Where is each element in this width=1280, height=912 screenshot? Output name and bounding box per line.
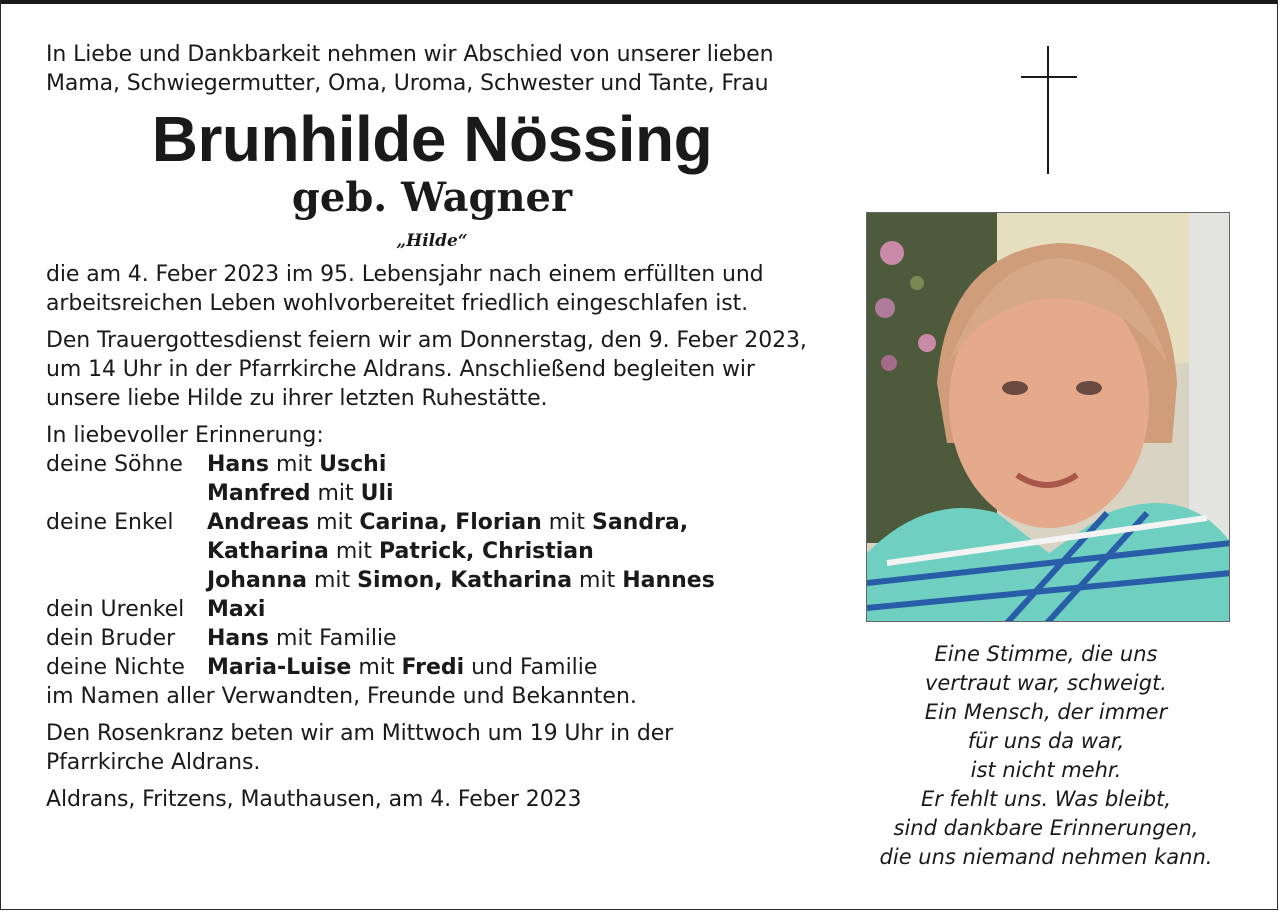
poem-line: ist nicht mehr. [970,758,1122,782]
service-line: unsere liebe Hilde zu ihrer letzten Ruhestätte. [46,386,548,411]
person-name: Manfred [207,481,311,506]
person-name: Johanna [207,568,307,593]
mourners-heading: In liebevoller Erinnerung: [46,423,324,448]
relation-label: deine Söhne [46,452,183,477]
person-name: Carina, Florian [359,510,542,535]
death-notice [46,260,836,318]
poem-line: vertraut war, schweigt. [924,671,1167,695]
rosary-line: Den Rosenkranz beten wir am Mittwoch um 19 Uhr in der [46,721,674,746]
connector: mit Familie [269,626,397,651]
person-name: Sandra, [591,510,689,535]
list-item [46,537,836,566]
notice-text [46,40,836,814]
list-item [46,595,836,624]
deceased-name: Brunhilde Nössing [151,103,713,175]
death-notice-line: die am 4. Feber 2023 im 95. Lebensjahr nach einem erfüllten und [46,262,764,287]
connector: mit [310,481,361,506]
poem-line: Ein Mensch, der immer [924,700,1168,724]
list-item [46,624,836,653]
connector: mit [306,568,358,593]
person-name: Hannes [622,568,715,593]
person-name: Hans [207,452,270,477]
portrait-photo [866,212,1230,622]
cross-icon [1021,46,1077,174]
person-name: Hans [207,626,270,651]
connector: und Familie [464,655,598,680]
relation-label: dein Urenkel [46,597,185,622]
person-name: Fredi [401,655,465,680]
connector: mit [572,568,623,593]
place-date: Aldrans, Fritzens, Mauthausen, am 4. Feber 2023 [46,787,582,812]
list-item [46,450,836,479]
rosary-line: Pfarrkirche Aldrans. [46,750,261,775]
list-item [46,479,836,508]
person-name: Andreas [207,510,310,535]
relation-label: dein Bruder [46,626,176,651]
death-notice-line: arbeitsreichen Leben wohlvorbereitet friedlich eingeschlafen ist. [46,291,749,316]
birth-name: geb. Wagner [291,174,573,221]
person-name: Maxi [207,597,266,622]
poem-line: Er fehlt uns. Was bleibt, [920,787,1172,811]
memorial-poem [840,640,1252,872]
poem-line: Eine Stimme, die uns [934,642,1158,666]
service-line: Den Trauergottesdienst feiern wir am Donnerstag, den 9. Feber 2023, [46,328,807,353]
relation-label: deine Enkel [46,510,174,535]
person-name: Maria-Luise [207,655,352,680]
person-name: Uli [360,481,394,506]
poem-line: sind dankbare Erinnerungen, [893,816,1199,840]
intro [46,40,836,98]
mourners-list [46,421,836,711]
list-item [46,508,836,537]
person-name: Simon, Katharina [357,568,573,593]
poem-line: für uns da war, [967,729,1125,753]
relation-label: deine Nichte [46,655,185,680]
intro-line: In Liebe und Dankbarkeit nehmen wir Abschied von unserer lieben [46,42,774,67]
list-item [46,653,836,682]
service-info [46,326,836,413]
mourners-closing: im Namen aller Verwandten, Freunde und Bekannten. [46,684,637,709]
person-name: Patrick, Christian [378,539,594,564]
poem-line: die uns niemand nehmen kann. [879,845,1213,869]
person-name: Katharina [207,539,329,564]
connector: mit [328,539,379,564]
portrait-illustration [867,213,1230,622]
rosary-info [46,719,836,777]
connector: mit [309,510,360,535]
connector: mit [269,452,320,477]
connector: mit [351,655,402,680]
connector: mit [541,510,592,535]
list-item [46,566,836,595]
service-line: um 14 Uhr in der Pfarrkirche Aldrans. Anschließend begleiten wir [46,357,755,382]
person-name: Uschi [319,452,387,477]
intro-line: Mama, Schwiegermutter, Oma, Uroma, Schwester und Tante, Frau [46,71,769,96]
nickname: „Hilde“ [396,231,468,251]
